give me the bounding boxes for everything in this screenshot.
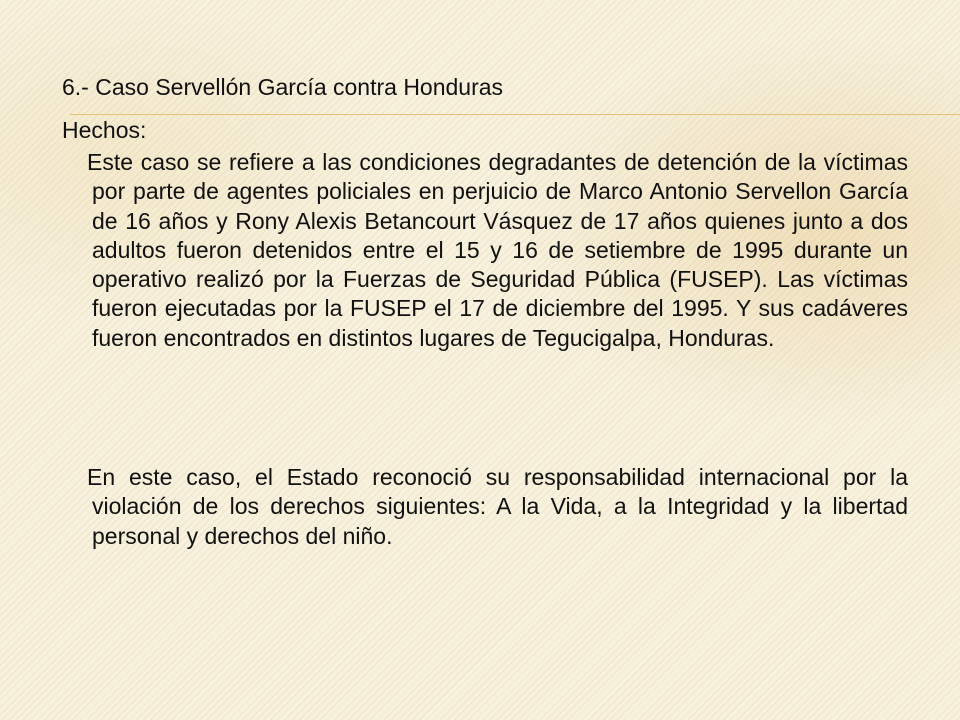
body-paragraph-facts: Este caso se refiere a las condiciones degradantes de detención de la víctimas por parte de agentes policiales en perjuicio de Marco Antonio Servellon García de 16 años y Rony Alexis Betancourt Vásquez de 17 años quienes junto a dos adultos fueron detenidos entre el 15 y 16 de setiembre de 1995 durante un operativo realizó por la Fuerzas de Seguridad Pública (FUSEP). Las víctimas fueron ejecutadas por la FUSEP el 17 de diciembre del 1995. Y sus cadáveres fueron encontrados en distintos lugares de Tegucigalpa, Honduras. — [87, 149, 908, 351]
section-heading: Hechos: — [62, 117, 147, 143]
body-paragraph-responsibility: En este caso, el Estado reconoció su responsabilidad internacional por la violación de los derechos siguientes: A la Vida, a la Integridad y la libertad personal y derechos del niño. — [87, 464, 908, 549]
slide-title: 6.- Caso Servellón García contra Honduras — [62, 74, 504, 100]
title-underline — [70, 114, 960, 115]
